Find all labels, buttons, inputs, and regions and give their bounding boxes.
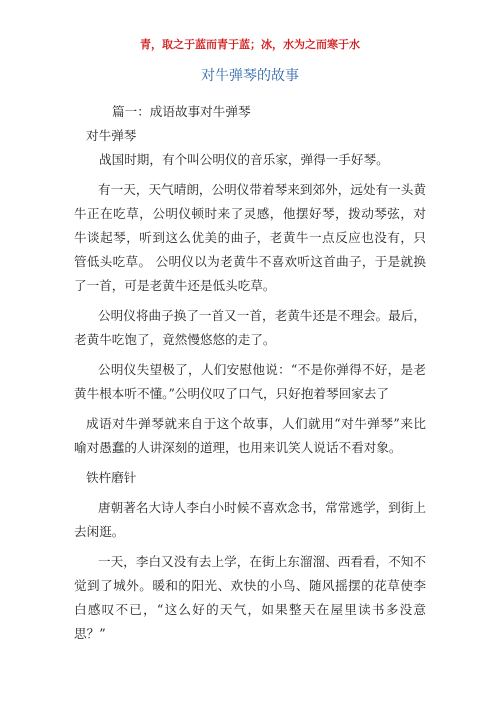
story1-paragraph-5: 成语对牛弹琴就来自于这个故事，人们就用“对牛弹琴”来比喻对愚蠢的人讲深刻的道理，也用来讥笑人说话不看对象。 xyxy=(74,416,426,455)
page-title: 对牛弹琴的故事 xyxy=(201,68,299,84)
story2-paragraph-2: 一天，李白又没有去上学，在街上东溜溜、西看看，不知不觉到了城外。暖和的阳光、欢快的小鸟、随风摇摆的花草使李白感叹不已，“这么好的天气，如果整天在屋里读书多没意思？” xyxy=(74,554,426,641)
story2-label: 铁杵磨针 xyxy=(86,470,137,485)
section-heading: 篇一：成语故事对牛弹琴 xyxy=(112,104,251,119)
motto-header: 青，取之于蓝而青于蓝；冰，水为之而寒于水 xyxy=(140,38,360,51)
story1-paragraph-1: 战国时期，有个叫公明仪的音乐家，弹得一手好琴。 xyxy=(99,152,389,167)
story1-label: 对牛弹琴 xyxy=(86,128,137,143)
story1-paragraph-2: 有一天，天气晴朗，公明仪带着琴来到郊外，远处有一头黄牛正在吃草，公明仪顿时来了灵感，他摆好琴，拨动琴弦，对牛谈起琴，听到这么优美的曲子，老黄牛一点反应也没有，只管低头吃草。 公明仪以为老黄牛不喜欢听这首曲子，于是就换了一首，可是老黄牛还是低头吃草。 xyxy=(74,182,426,293)
story2-paragraph-1: 唐朝著名大诗人李白小时候不喜欢念书，常常逃学，到街上去闲逛。 xyxy=(74,500,426,539)
story1-paragraph-4: 公明仪失望极了，人们安慰他说：“不是你弹得不好，是老黄牛根本听不懂。”公明仪叹了口气，只好抱着琴回家去了 xyxy=(74,362,426,401)
story1-paragraph-3: 公明仪将曲子换了一首又一首，老黄牛还是不理会。最后，老黄牛吃饱了，竟然慢悠悠的走了。 xyxy=(74,308,426,347)
